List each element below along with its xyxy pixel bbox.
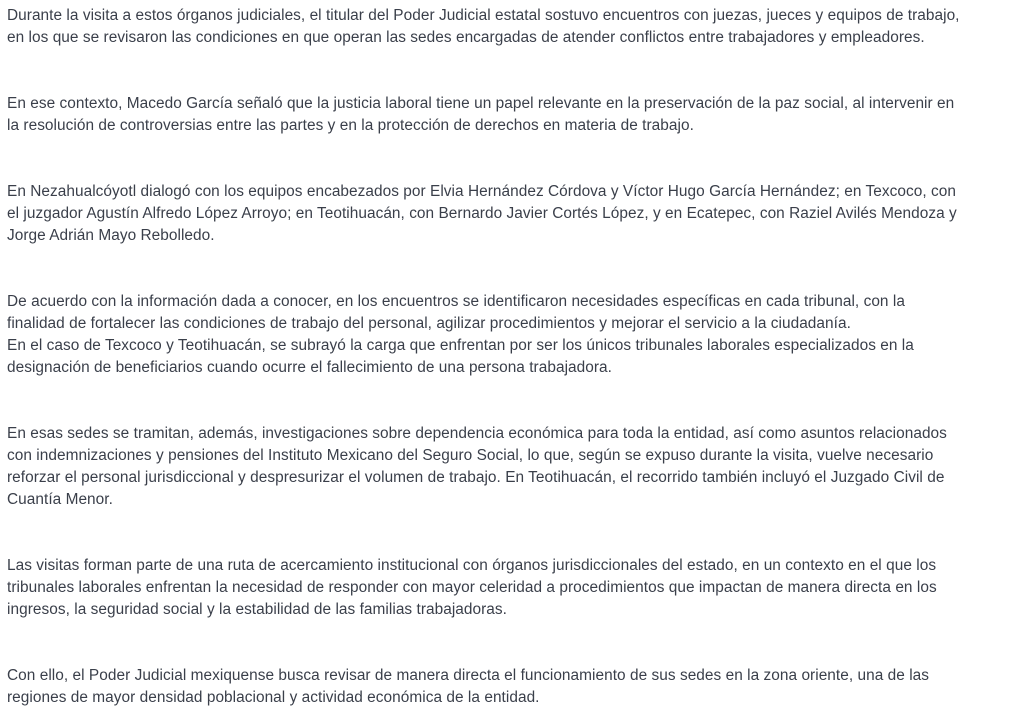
text-line: En ese contexto, Macedo García señaló que la justicia laboral tiene un papel relevante en la preservación de la paz social, al intervenir en [7, 95, 955, 112]
text-line: En esas sedes se tramitan, además, investigaciones sobre dependencia económica para toda la entidad, así como asuntos relacionados [7, 425, 947, 442]
text-line: ingresos, la seguridad social y la estabilidad de las familias trabajadoras. [7, 601, 507, 618]
text-line: Durante la visita a estos órganos judiciales, el titular del Poder Judicial estatal sostuvo encuentros con juezas, jueces y equipos de trabajo, [7, 7, 960, 24]
text-line: con indemnizaciones y pensiones del Instituto Mexicano del Seguro Social, lo que, según se expuso durante la visita, vuelve necesario [7, 447, 934, 464]
text-line: reforzar el personal jurisdiccional y despresurizar el volumen de trabajo. En Teotihuacán, el recorrido también incluyó el Juzgado Civil de [7, 469, 945, 486]
text-line: En el caso de Texcoco y Teotihuacán, se subrayó la carga que enfrentan por ser los únicos tribunales laborales especializados en la [7, 337, 914, 354]
paragraph-meetings-by-location [7, 181, 1017, 247]
text-line: Jorge Adrián Mayo Rebolledo. [7, 227, 215, 244]
text-line: Las visitas forman parte de una ruta de acercamiento institucional con órganos jurisdiccionales del estado, en un contexto en el que los [7, 557, 937, 574]
text-line: en los que se revisaron las condiciones en que operan las sedes encargadas de atender conflictos entre trabajadores y empleadores. [7, 29, 925, 46]
paragraph-labor-justice-context [7, 93, 1017, 137]
text-line: Con ello, el Poder Judicial mexiquense busca revisar de manera directa el funcionamiento de sus sedes en la zona oriente, una de las [7, 667, 930, 684]
paragraph-identified-needs [7, 291, 1017, 379]
text-line: la resolución de controversias entre las partes y en la protección de derechos en materia de trabajo. [7, 117, 694, 134]
text-line: el juzgador Agustín Alfredo López Arroyo; en Teotihuacán, con Bernardo Javier Cortés López, y en Ecatepec, con Raziel Avilés Mendoza y [7, 205, 957, 222]
paragraph-closing [7, 665, 1017, 709]
text-line: En Nezahualcóyotl dialogó con los equipos encabezados por Elvia Hernández Córdova y Víctor Hugo García Hernández; en Texcoco, con [7, 183, 956, 200]
text-line: regiones de mayor densidad poblacional y actividad económica de la entidad. [7, 689, 540, 706]
paragraph-visit-summary [7, 5, 1017, 49]
paragraph-investigations [7, 423, 1017, 511]
text-line: Cuantía Menor. [7, 491, 113, 508]
text-line: tribunales laborales enfrentan la necesidad de responder con mayor celeridad a procedimientos que impactan de manera directa en los [7, 579, 937, 596]
paragraph-institutional-route [7, 555, 1017, 621]
text-line: finalidad de fortalecer las condiciones de trabajo del personal, agilizar procedimientos y mejorar el servicio a la ciudadanía. [7, 315, 851, 332]
text-line: designación de beneficiarios cuando ocurre el fallecimiento de una persona trabajadora. [7, 359, 612, 376]
text-line: De acuerdo con la información dada a conocer, en los encuentros se identificaron necesidades específicas en cada tribunal, con la [7, 293, 905, 310]
